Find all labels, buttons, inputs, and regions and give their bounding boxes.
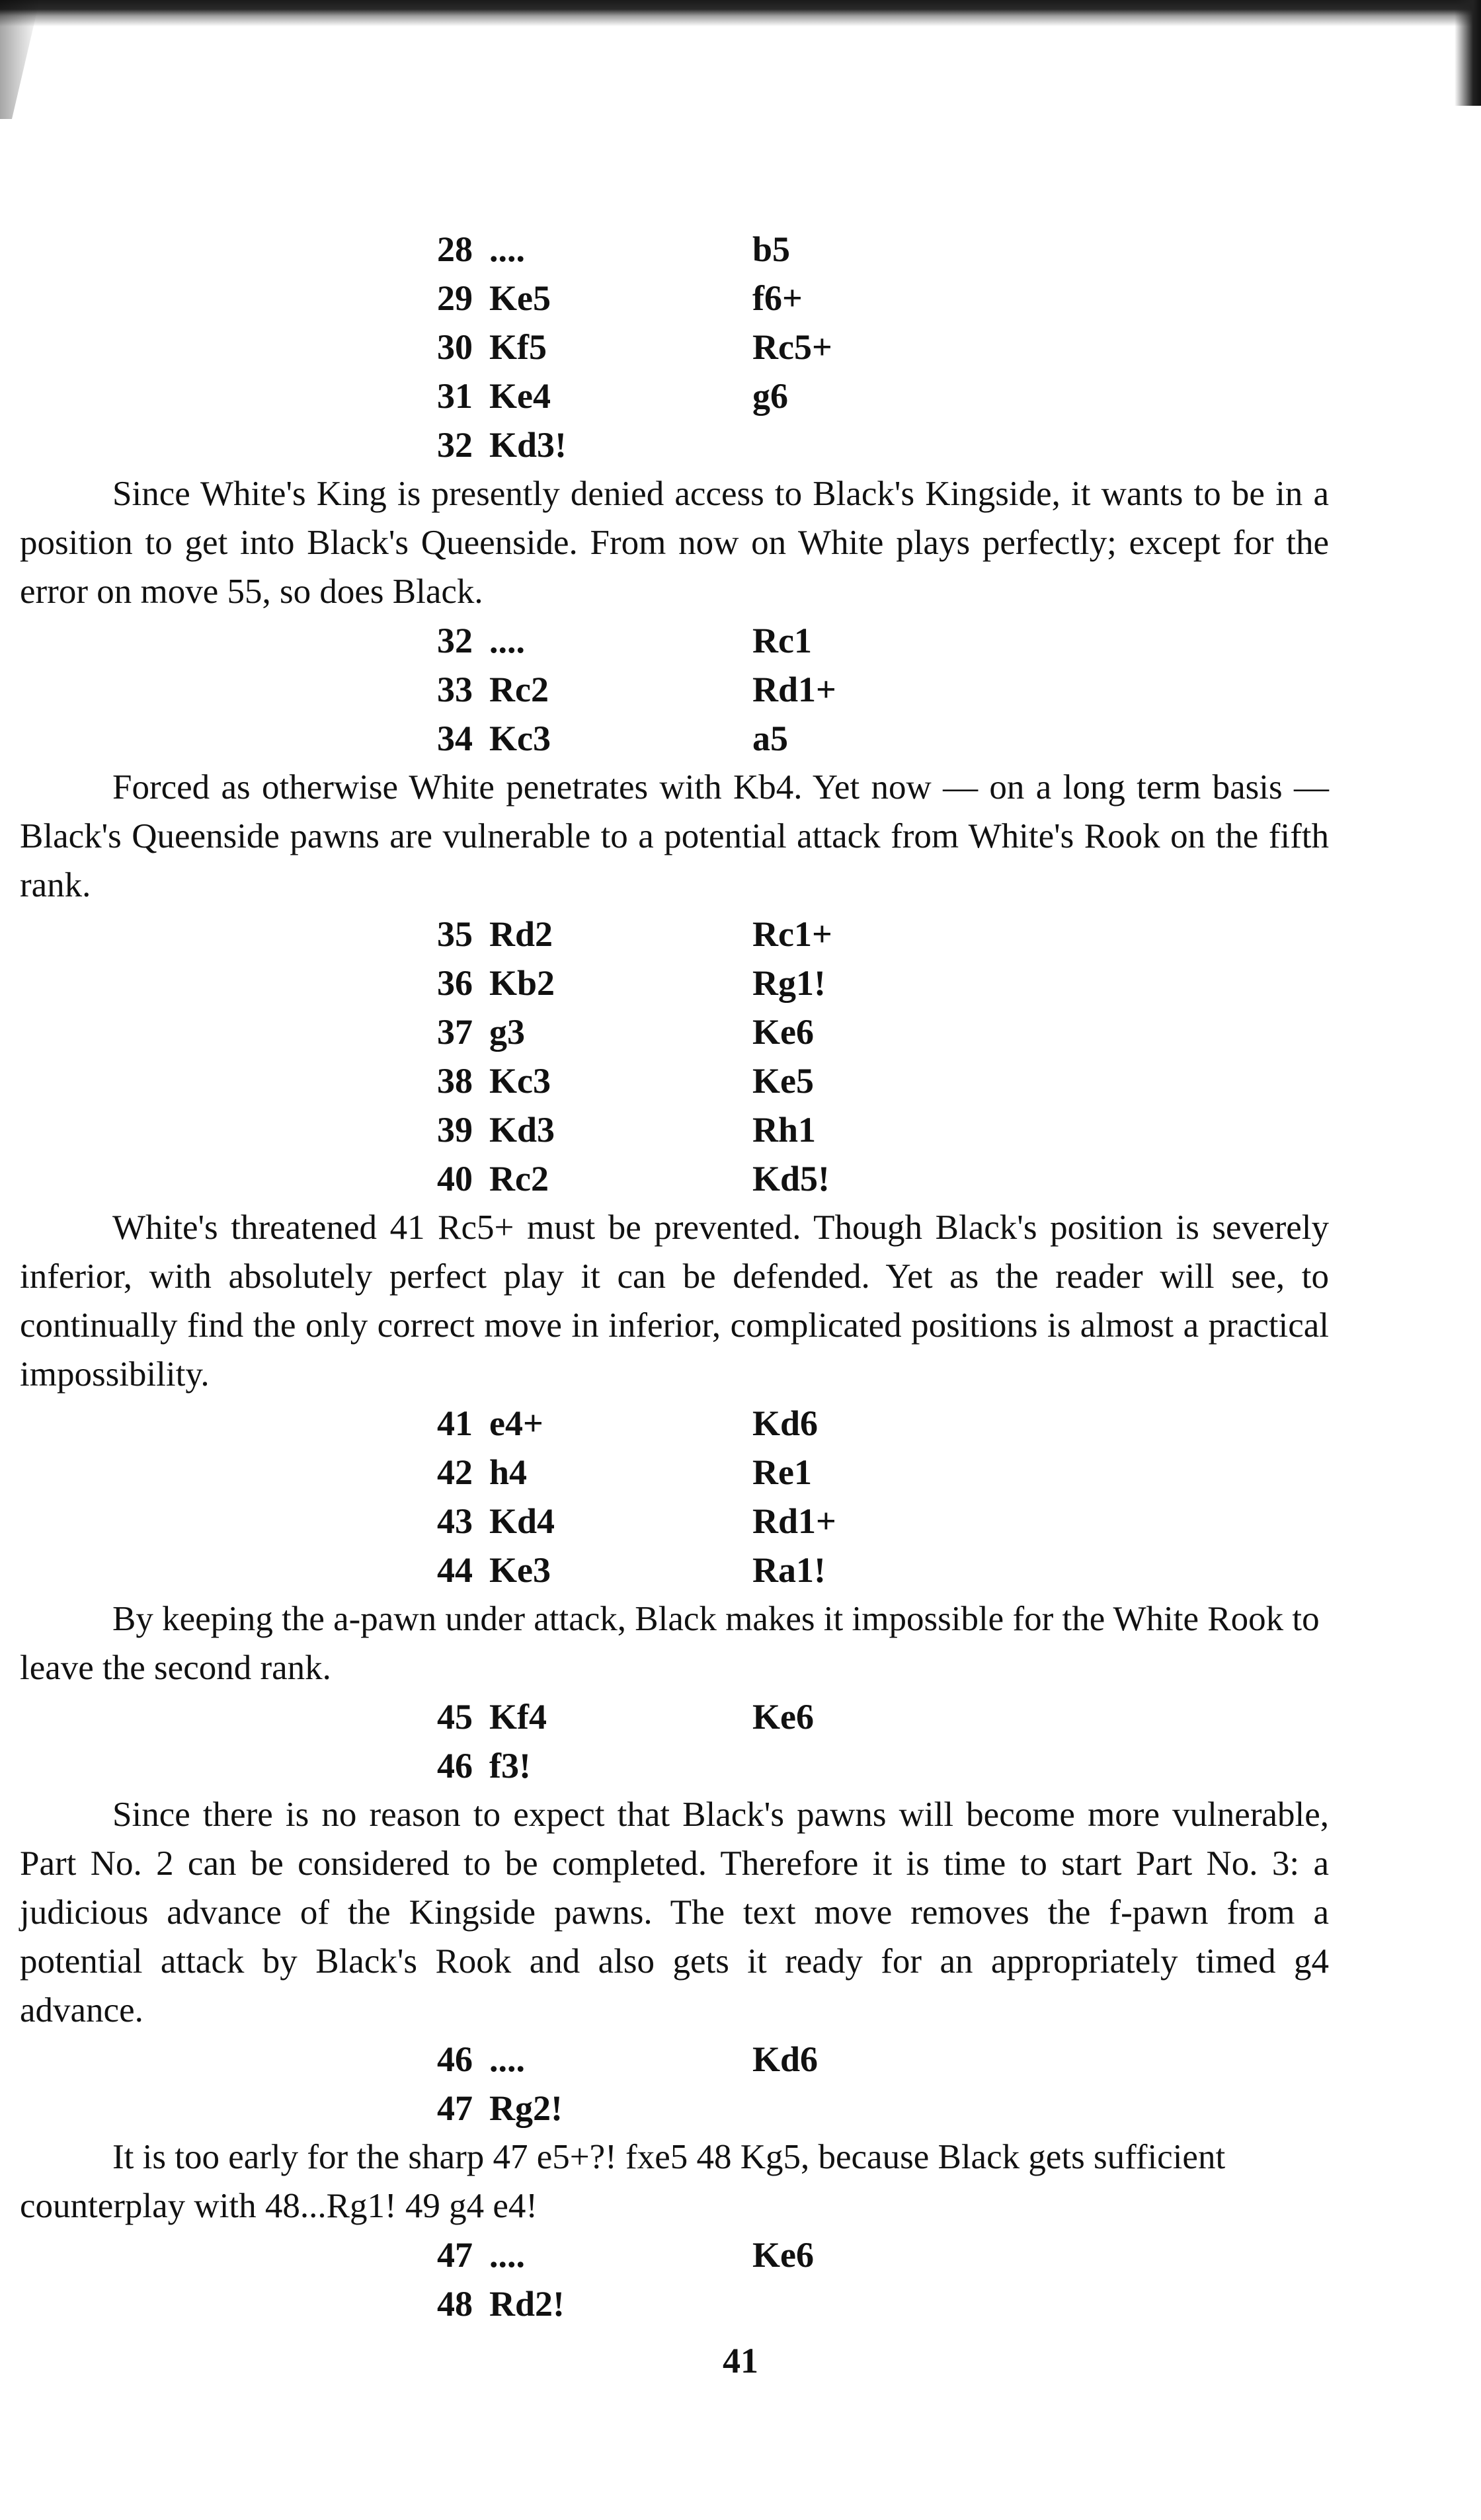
move-row [20,1546,1329,1595]
white-move: Ke3 [489,1550,551,1590]
move-row [20,2279,1329,2328]
black-move: g6 [752,376,788,416]
move-row [20,2084,1329,2133]
move-number: 41 [437,1403,473,1443]
move-row [20,1056,1329,1105]
scan-top-edge [0,0,1481,26]
move-row [20,616,1329,665]
move-number: 39 [437,1110,473,1150]
move-number: 46 [437,1746,473,1786]
white-move: Kc3 [489,1061,551,1101]
black-move: Ke6 [752,1697,814,1737]
white-move: .... [489,2235,525,2275]
commentary-paragraph: White's threatened 41 Rc5+ must be prevented. Though Black's position is severely inferior, with absolutely perfect play it can be defended. Yet as the reader will see, to continually find the only correct move in inferior, complicated positions is almost a practical impossibility. [20,1208,1329,1394]
move-number: 32 [437,425,473,465]
move-row [20,1741,1329,1790]
move-number: 40 [437,1159,473,1199]
move-row [20,1497,1329,1546]
white-move: .... [489,621,525,660]
move-number: 33 [437,670,473,709]
white-move: Kd4 [489,1501,555,1541]
white-move: Rd2 [489,914,553,954]
white-move: Rc2 [489,1159,549,1199]
move-number: 30 [437,327,473,367]
move-number: 47 [437,2088,473,2128]
black-move: Re1 [752,1452,812,1492]
move-number: 29 [437,278,473,318]
white-move: Ke5 [489,278,551,318]
black-move: Ke6 [752,2235,814,2275]
move-number: 38 [437,1061,473,1101]
white-move: h4 [489,1452,528,1492]
white-move: Kd3! [489,425,567,465]
commentary-paragraph: It is too early for the sharp 47 e5+?! fxe5 48 Kg5, because Black gets sufficient counterplay with 48...Rg1! 49 g4 e4! [20,2138,1226,2225]
black-move: Rd1+ [752,670,836,709]
move-row [20,959,1329,1007]
move-row [20,372,1329,420]
move-row [20,910,1329,959]
white-move: Kd3 [489,1110,555,1150]
move-number: 36 [437,963,473,1003]
move-number: 46 [437,2039,473,2079]
move-row [20,1399,1329,1448]
move-number: 32 [437,621,473,660]
black-move: a5 [752,719,788,758]
white-move: .... [489,2039,525,2079]
scan-right-edge [1455,0,1481,106]
white-move: Rg2! [489,2088,563,2128]
black-move: Rc1+ [752,914,832,954]
white-move: Rd2! [489,2284,565,2324]
move-number: 34 [437,719,473,758]
black-move: Kd6 [752,1403,819,1443]
move-number: 28 [437,229,473,269]
move-number: 43 [437,1501,473,1541]
move-row [20,2230,1329,2279]
move-row [20,274,1329,323]
white-move: Ke4 [489,376,551,416]
move-number: 42 [437,1452,473,1492]
black-move: Ke6 [752,1012,814,1052]
white-move: Kf4 [489,1697,547,1737]
white-move: Rc2 [489,670,549,709]
page-number: 41 [723,2341,758,2381]
white-move: Kc3 [489,719,551,758]
move-row [20,1007,1329,1056]
move-row [20,225,1329,274]
move-row [20,1105,1329,1154]
move-number: 31 [437,376,473,416]
move-row [20,2035,1329,2084]
black-move: Rg1! [752,963,826,1003]
move-row [20,420,1329,469]
commentary-paragraph: Forced as otherwise White penetrates with Kb4. Yet now — on a long term basis — Black's Queenside pawns are vulnerable to a potential attack from White's Rook on the fifth rank. [20,768,1329,904]
black-move: Ra1! [752,1550,826,1590]
black-move: f6+ [752,278,803,318]
black-move: Rd1+ [752,1501,836,1541]
white-move: Kb2 [489,963,555,1003]
white-move: e4+ [489,1403,543,1443]
white-move: Kf5 [489,327,547,367]
black-move: Rc5+ [752,327,832,367]
move-row [20,665,1329,714]
move-number: 37 [437,1012,473,1052]
commentary-paragraph: Since there is no reason to expect that Black's pawns will become more vulnerable, Part No. 2 can be considered to be completed. Therefore it is time to start Part No. 3: a judicious advance of the Kingside pawns. The text move removes the f-pawn from a potential attack by Black's Rook and also gets it ready for an appropriately timed g4 advance. [20,1795,1329,2029]
black-move: Rc1 [752,621,812,660]
move-row [20,714,1329,763]
black-move: Rh1 [752,1110,817,1150]
commentary-paragraph: Since White's King is presently denied access to Black's Kingside, it wants to be in a position to get into Black's Queenside. From now on White plays perfectly; except for the error on move 55, so does Black. [20,475,1329,611]
move-number: 44 [437,1550,473,1590]
move-row [20,1154,1329,1203]
move-number: 48 [437,2284,473,2324]
move-row [20,1448,1329,1497]
black-move: b5 [752,229,791,269]
move-number: 45 [437,1697,473,1737]
move-number: 47 [437,2235,473,2275]
commentary-paragraph: By keeping the a-pawn under attack, Black makes it impossible for the White Rook to leave the second rank. [20,1600,1320,1687]
white-move: .... [489,229,525,269]
white-move: g3 [489,1012,525,1052]
white-move: f3! [489,1746,531,1786]
move-row [20,323,1329,372]
scan-corner-curl [0,0,40,119]
move-number: 35 [437,914,473,954]
move-row [20,1692,1329,1741]
black-move: Kd6 [752,2039,819,2079]
page-body [20,225,1329,2328]
black-move: Ke5 [752,1061,814,1101]
black-move: Kd5! [752,1159,830,1199]
